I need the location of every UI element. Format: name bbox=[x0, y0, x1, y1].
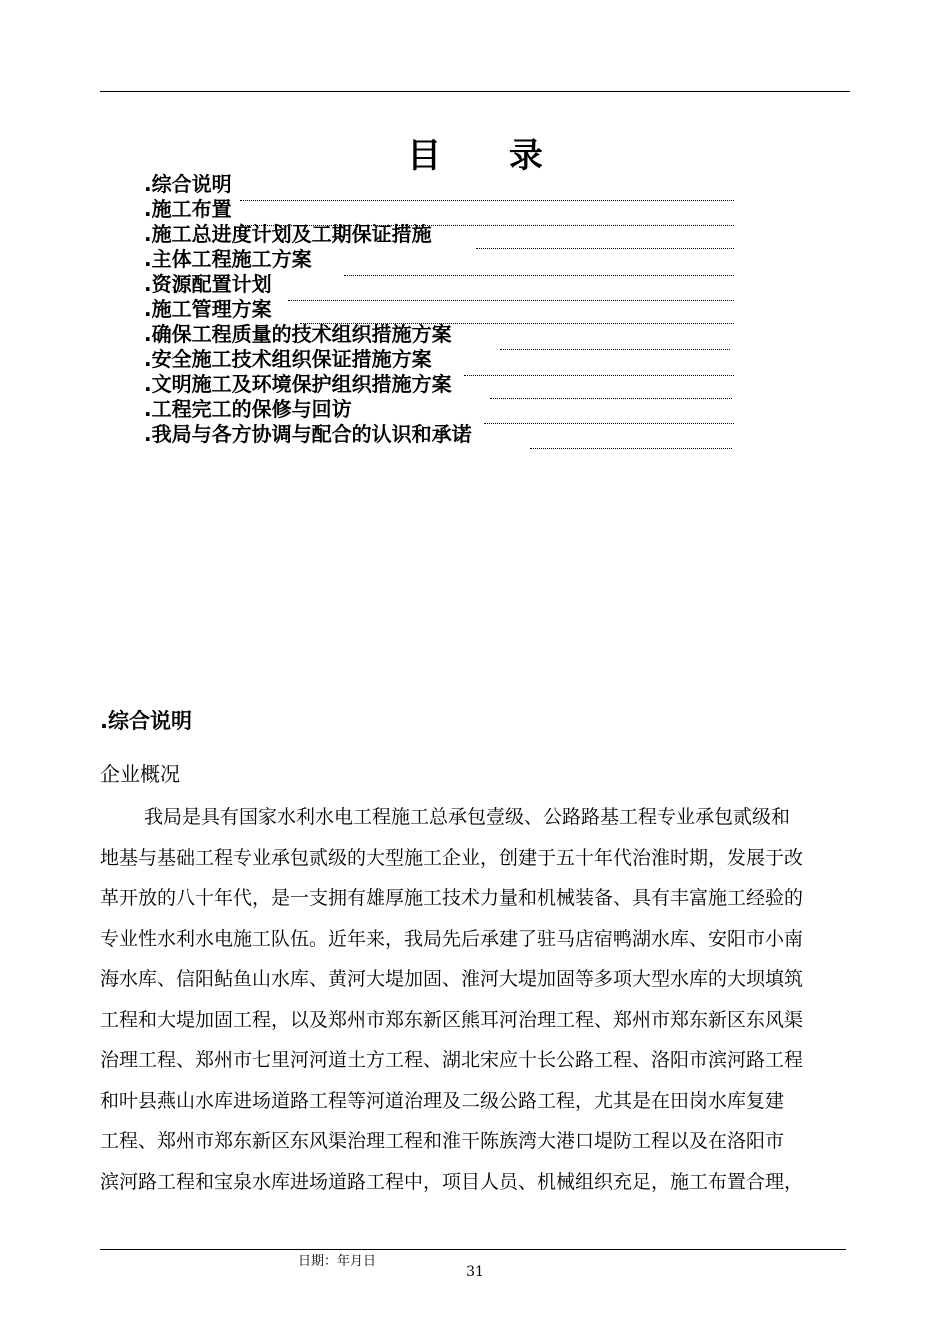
body-line: 工程、郑州市郑东新区东风渠治理工程和淮干陈族湾大港口堤防工程以及在洛阳市 bbox=[100, 1130, 785, 1152]
toc-item[interactable] bbox=[144, 197, 744, 222]
body-line: 地基与基础工程专业承包贰级的大型施工企业，创建于五十年代治淮时期，发展于改 bbox=[100, 846, 804, 869]
toc-item-label: .安全施工技术组织保证措施方案 bbox=[144, 347, 432, 371]
toc-item-label: .工程完工的保修与回访 bbox=[144, 397, 352, 421]
toc-item[interactable] bbox=[144, 297, 744, 322]
header-rule bbox=[100, 91, 850, 92]
toc-title: 目 录 bbox=[407, 136, 571, 176]
body-line: 我局是具有国家水利水电工程施工总承包壹级、公路路基工程专业承包贰级和 bbox=[144, 806, 791, 828]
toc-item[interactable] bbox=[144, 422, 744, 447]
toc-item[interactable] bbox=[144, 372, 744, 397]
toc-item-label: .文明施工及环境保护组织措施方案 bbox=[144, 372, 452, 396]
toc-item-label: .资源配置计划 bbox=[144, 272, 272, 296]
body-line: 革开放的八十年代，是一支拥有雄厚施工技术力量和机械装备、具有丰富施工经验的 bbox=[100, 887, 804, 909]
footer-rule bbox=[100, 1249, 846, 1250]
toc-item[interactable] bbox=[144, 272, 744, 297]
section-subheading: 企业概况 bbox=[100, 762, 180, 786]
toc-item-label: .综合说明 bbox=[144, 172, 232, 196]
body-line: 海水库、信阳鲇鱼山水库、黄河大堤加固、淮河大堤加固等多项大型水库的大坝填筑 bbox=[100, 968, 804, 990]
toc-item-label: .施工总进度计划及工期保证措施 bbox=[144, 222, 432, 246]
body-line: 专业性水利水电施工队伍。近年来，我局先后承建了驻马店宿鸭湖水库、安阳市小南 bbox=[100, 927, 804, 950]
toc-item-label: .主体工程施工方案 bbox=[144, 247, 312, 271]
toc-item-label: .我局与各方协调与配合的认识和承诺 bbox=[144, 422, 472, 446]
toc-item-label: .施工布置 bbox=[144, 197, 232, 221]
toc-list bbox=[144, 172, 744, 447]
section-heading: .综合说明 bbox=[100, 709, 192, 733]
toc-item[interactable] bbox=[144, 222, 744, 247]
toc-item[interactable] bbox=[144, 397, 744, 422]
page-number: 31 bbox=[466, 1264, 484, 1280]
toc-item[interactable] bbox=[144, 172, 744, 197]
body-line: 滨河路工程和宝泉水库进场道路工程中，项目人员、机械组织充足，施工布置合理， bbox=[100, 1170, 804, 1193]
body-line: 治理工程、郑州市七里河河道土方工程、湖北宋应十长公路工程、洛阳市滨河路工程 bbox=[100, 1049, 804, 1071]
toc-item[interactable] bbox=[144, 247, 744, 272]
body-paragraph bbox=[100, 797, 856, 1202]
footer-date: 日期：年月日 bbox=[298, 1254, 377, 1269]
toc-item[interactable] bbox=[144, 347, 744, 372]
body-line: 工程和大堤加固工程，以及郑州市郑东新区熊耳河治理工程、郑州市郑东新区东风渠 bbox=[100, 1008, 804, 1031]
toc-leader-dots bbox=[530, 448, 732, 449]
toc-item-label: .施工管理方案 bbox=[144, 297, 272, 321]
toc-item[interactable] bbox=[144, 322, 744, 347]
toc-item-label: .确保工程质量的技术组织措施方案 bbox=[144, 322, 452, 346]
body-line: 和叶县燕山水库进场道路工程等河道治理及二级公路工程，尤其是在田岗水库复建 bbox=[100, 1089, 785, 1112]
